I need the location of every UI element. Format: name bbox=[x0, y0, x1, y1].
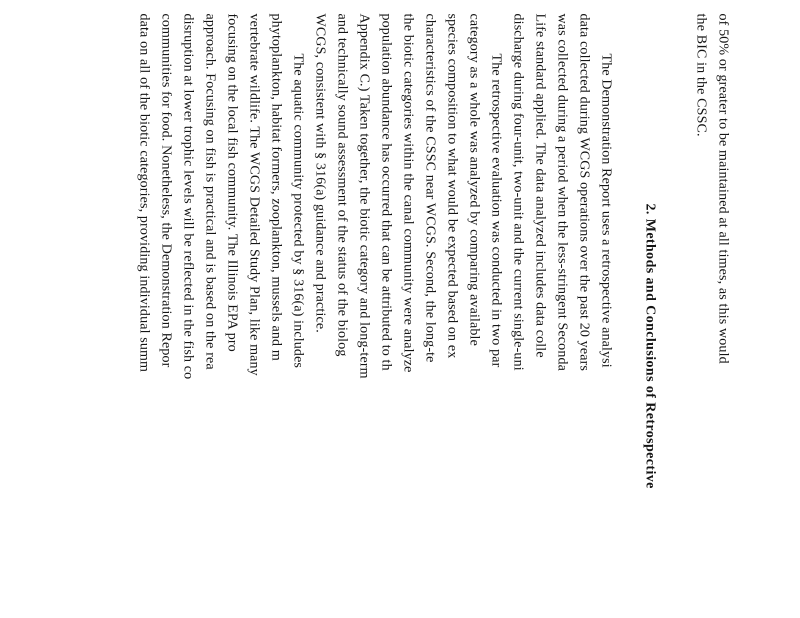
text-line: WCGS, consistent with § 316(a) guidance and practice. bbox=[312, 13, 328, 333]
text-line: communities for food. Nonetheless, the Demonstration Repor bbox=[158, 13, 174, 368]
text-line: approach. Focusing on fish is practical and is based on the rea bbox=[202, 13, 218, 370]
text-line: The aquatic community protected by § 316(a) includes bbox=[290, 53, 306, 369]
text-line: The retrospective evaluation was conducted in two par bbox=[488, 53, 504, 368]
rotated-text-block bbox=[136, 13, 734, 604]
text-line: was collected during a period when the less-stringent Seconda bbox=[554, 13, 570, 371]
section-heading: 2. Methods and Conclusions of Retrospective bbox=[642, 203, 658, 489]
text-line: of 50% or greater to be maintained at all times, as this would bbox=[715, 13, 731, 364]
text-line: population abundance has occurred that can be attributed to th bbox=[378, 13, 394, 371]
text-line: the biotic categories within the canal community were analyze bbox=[400, 13, 416, 373]
text-line: Appendix C.) Taken together, the biotic category and long-term bbox=[356, 13, 372, 379]
text-line: data collected during WCGS operations over the past 20 years bbox=[576, 13, 592, 371]
text-line: characteristics of the CSSC near WCGS. Second, the long-te bbox=[422, 13, 438, 363]
text-line: species composition to what would be expected based on ex bbox=[444, 13, 460, 359]
text-line: category as a whole was analyzed by comparing available bbox=[466, 13, 482, 346]
text-line: The Demonstration Report uses a retrospective analysi bbox=[598, 53, 614, 368]
text-line: and technically sound assessment of the status of the biolog bbox=[334, 13, 350, 357]
text-line: focusing on the local fish community. The Illinois EPA pro bbox=[224, 13, 240, 352]
text-line: vertebrate wildlife. The WCGS Detailed Study Plan, like many bbox=[246, 13, 262, 376]
text-line: Life standard applied. The data analyzed includes data colle bbox=[532, 13, 548, 358]
text-line: phytoplankton, habitat formers, zooplankton, mussels and m bbox=[268, 13, 284, 361]
text-line: the BIC in the CSSC. bbox=[693, 13, 709, 137]
text-line: discharge during four-unit, two-unit and the current single-uni bbox=[510, 13, 526, 371]
text-line: data on all of the biotic categories, providing individual summ bbox=[136, 13, 152, 373]
text-line: disruption at lower trophic levels will be reflected in the fish co bbox=[180, 13, 196, 380]
